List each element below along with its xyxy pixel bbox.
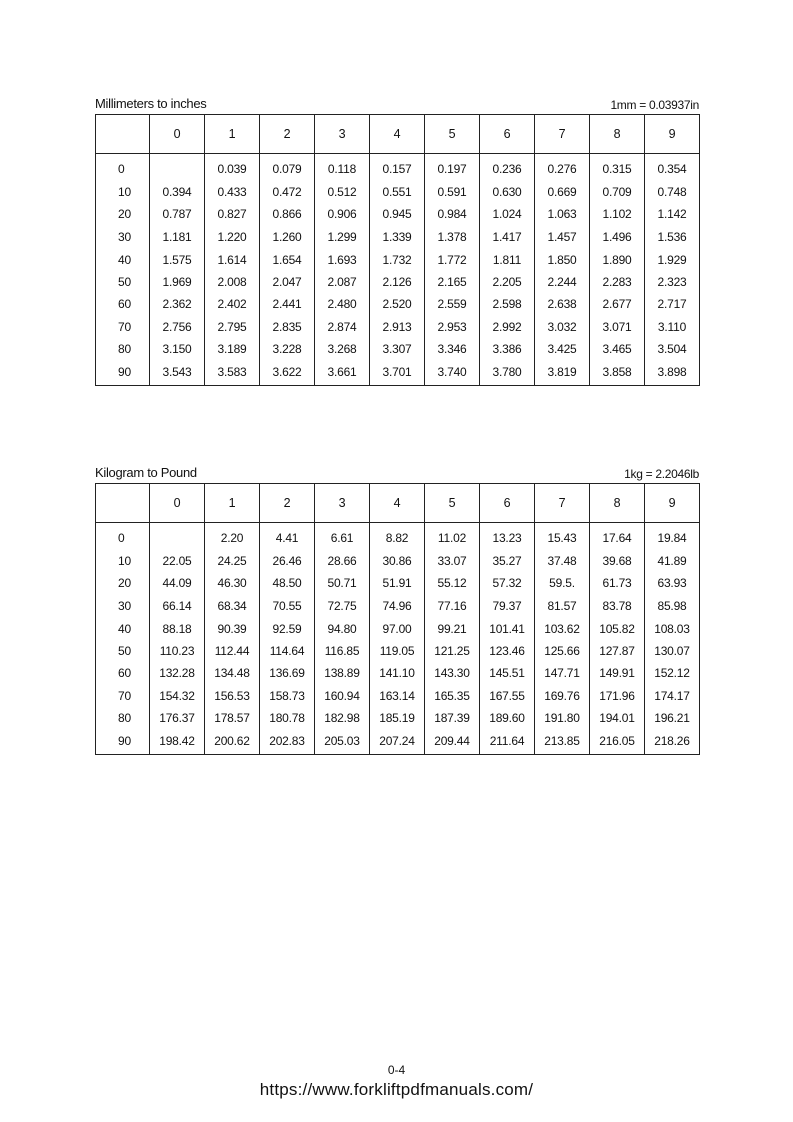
table-row <box>96 617 700 640</box>
table-cell: 156.53 <box>205 685 260 708</box>
table-cell: 3.425 <box>535 338 590 361</box>
table-cell: 171.96 <box>590 685 645 708</box>
section-title: Kilogram to Pound <box>95 465 197 480</box>
table-cell: 3.858 <box>590 361 645 386</box>
table-cell: 112.44 <box>205 640 260 662</box>
table-cell: 2.992 <box>480 316 535 339</box>
table-cell: 55.12 <box>425 572 480 595</box>
table-cell: 0.669 <box>535 181 590 204</box>
table-cell: 0.512 <box>315 181 370 204</box>
table-cell: 196.21 <box>645 707 700 730</box>
table-cell: 1.496 <box>590 226 645 249</box>
table-cell: 1.732 <box>370 248 425 271</box>
table-cell: 1.063 <box>535 203 590 226</box>
table-cell: 41.89 <box>645 550 700 573</box>
table-cell: 3.150 <box>150 338 205 361</box>
table-cell: 0.118 <box>315 154 370 181</box>
table-cell: 2.244 <box>535 271 590 293</box>
column-header: 4 <box>370 484 425 523</box>
column-header: 5 <box>425 115 480 154</box>
table-cell: 160.94 <box>315 685 370 708</box>
table-cell <box>150 523 205 550</box>
table-cell: 211.64 <box>480 730 535 755</box>
table-cell: 1.024 <box>480 203 535 226</box>
table-cell: 3.071 <box>590 316 645 339</box>
table-cell: 44.09 <box>150 572 205 595</box>
table-cell: 0.157 <box>370 154 425 181</box>
table-header-row <box>96 484 700 523</box>
row-header-cell: 60 <box>118 666 131 681</box>
column-header: 9 <box>645 484 700 523</box>
table-cell: 1.536 <box>645 226 700 249</box>
table-cell: 26.46 <box>260 550 315 573</box>
table-cell: 3.032 <box>535 316 590 339</box>
table-row <box>96 181 700 204</box>
table-cell: 209.44 <box>425 730 480 755</box>
table-row <box>96 361 700 386</box>
column-header: 6 <box>480 484 535 523</box>
table-cell: 17.64 <box>590 523 645 550</box>
table-cell: 0.551 <box>370 181 425 204</box>
table-cell: 68.34 <box>205 595 260 618</box>
table-cell: 2.165 <box>425 271 480 293</box>
table-cell: 2.087 <box>315 271 370 293</box>
table-cell: 99.21 <box>425 617 480 640</box>
section-header <box>95 92 699 114</box>
table-cell: 92.59 <box>260 617 315 640</box>
table-cell: 3.583 <box>205 361 260 386</box>
table-cell: 152.12 <box>645 662 700 685</box>
table-cell: 1.378 <box>425 226 480 249</box>
table-cell: 3.110 <box>645 316 700 339</box>
table-cell: 3.307 <box>370 338 425 361</box>
table-cell: 176.37 <box>150 707 205 730</box>
table-cell: 3.268 <box>315 338 370 361</box>
table-cell: 2.835 <box>260 316 315 339</box>
row-header-cell: 20 <box>118 207 131 222</box>
table-cell: 0.591 <box>425 181 480 204</box>
table-cell: 0.433 <box>205 181 260 204</box>
column-header: 9 <box>645 115 700 154</box>
row-header-cell: 30 <box>118 230 131 245</box>
table-cell: 200.62 <box>205 730 260 755</box>
table-cell: 0.394 <box>150 181 205 204</box>
row-header-cell: 90 <box>118 365 131 380</box>
row-header-cell: 50 <box>118 643 131 658</box>
table-row <box>96 338 700 361</box>
table-cell: 37.48 <box>535 550 590 573</box>
table-cell: 2.953 <box>425 316 480 339</box>
table-cell: 1.850 <box>535 248 590 271</box>
table-cell: 116.85 <box>315 640 370 662</box>
table-cell: 218.26 <box>645 730 700 755</box>
table-cell: 35.27 <box>480 550 535 573</box>
table-cell: 22.05 <box>150 550 205 573</box>
table-cell: 0.945 <box>370 203 425 226</box>
table-cell: 2.283 <box>590 271 645 293</box>
table-cell: 4.41 <box>260 523 315 550</box>
table-cell: 0.079 <box>260 154 315 181</box>
conversion-factor-note: 1kg = 2.2046lb <box>624 467 699 481</box>
table-cell: 3.189 <box>205 338 260 361</box>
table-cell: 0.630 <box>480 181 535 204</box>
table-cell: 3.661 <box>315 361 370 386</box>
column-header: 4 <box>370 115 425 154</box>
table-cell <box>150 154 205 181</box>
mm-to-inches-table <box>95 114 700 386</box>
table-header-row <box>96 115 700 154</box>
table-cell: 1.457 <box>535 226 590 249</box>
table-cell: 70.55 <box>260 595 315 618</box>
table-row <box>96 730 700 755</box>
column-header: 3 <box>315 115 370 154</box>
table-cell: 0.984 <box>425 203 480 226</box>
row-header-cell: 60 <box>118 297 131 312</box>
table-cell: 213.85 <box>535 730 590 755</box>
table-cell: 1.181 <box>150 226 205 249</box>
row-header-cell: 80 <box>118 342 131 357</box>
row-header-cell: 0 <box>118 531 125 546</box>
table-cell: 3.465 <box>590 338 645 361</box>
table-cell: 134.48 <box>205 662 260 685</box>
table-cell: 3.701 <box>370 361 425 386</box>
table-cell: 1.102 <box>590 203 645 226</box>
table-cell: 0.906 <box>315 203 370 226</box>
table-cell: 105.82 <box>590 617 645 640</box>
table-cell: 2.677 <box>590 293 645 316</box>
table-cell: 1.772 <box>425 248 480 271</box>
table-cell: 1.417 <box>480 226 535 249</box>
column-header: 0 <box>150 115 205 154</box>
table-cell: 216.05 <box>590 730 645 755</box>
table-cell: 136.69 <box>260 662 315 685</box>
table-cell: 1.693 <box>315 248 370 271</box>
table-cell: 143.30 <box>425 662 480 685</box>
table-cell: 1.969 <box>150 271 205 293</box>
table-cell: 165.35 <box>425 685 480 708</box>
column-header <box>96 484 150 523</box>
table-cell: 8.82 <box>370 523 425 550</box>
table-cell: 2.126 <box>370 271 425 293</box>
column-header: 7 <box>535 484 590 523</box>
table-cell: 2.520 <box>370 293 425 316</box>
table-cell: 2.913 <box>370 316 425 339</box>
table-cell: 81.57 <box>535 595 590 618</box>
row-header-cell: 20 <box>118 576 131 591</box>
table-row <box>96 226 700 249</box>
table-cell: 3.898 <box>645 361 700 386</box>
table-cell: 198.42 <box>150 730 205 755</box>
table-cell: 125.66 <box>535 640 590 662</box>
row-header-cell: 70 <box>118 319 131 334</box>
table-cell: 0.276 <box>535 154 590 181</box>
table-cell: 2.756 <box>150 316 205 339</box>
table-cell: 72.75 <box>315 595 370 618</box>
row-header-cell: 10 <box>118 184 131 199</box>
column-header: 1 <box>205 115 260 154</box>
table-cell: 207.24 <box>370 730 425 755</box>
table-cell: 2.441 <box>260 293 315 316</box>
row-header-cell: 10 <box>118 553 131 568</box>
table-cell: 1.575 <box>150 248 205 271</box>
table-cell: 2.717 <box>645 293 700 316</box>
table-cell: 0.039 <box>205 154 260 181</box>
column-header: 2 <box>260 484 315 523</box>
table-row <box>96 572 700 595</box>
table-cell: 79.37 <box>480 595 535 618</box>
conversion-factor-note: 1mm = 0.03937in <box>610 98 699 112</box>
table-cell: 205.03 <box>315 730 370 755</box>
table-cell: 119.05 <box>370 640 425 662</box>
table-cell: 3.504 <box>645 338 700 361</box>
table-cell: 15.43 <box>535 523 590 550</box>
table-cell: 108.03 <box>645 617 700 640</box>
table-cell: 61.73 <box>590 572 645 595</box>
table-cell: 6.61 <box>315 523 370 550</box>
table-cell: 130.07 <box>645 640 700 662</box>
column-header: 2 <box>260 115 315 154</box>
table-cell: 33.07 <box>425 550 480 573</box>
table-cell: 178.57 <box>205 707 260 730</box>
table-cell: 110.23 <box>150 640 205 662</box>
table-cell: 66.14 <box>150 595 205 618</box>
table-cell: 57.32 <box>480 572 535 595</box>
table-body <box>96 523 700 755</box>
table-cell: 97.00 <box>370 617 425 640</box>
table-cell: 1.260 <box>260 226 315 249</box>
table-cell: 145.51 <box>480 662 535 685</box>
table-cell: 11.02 <box>425 523 480 550</box>
table-cell: 1.142 <box>645 203 700 226</box>
table-row <box>96 595 700 618</box>
table-cell: 51.91 <box>370 572 425 595</box>
kg-to-pound-section <box>95 461 699 755</box>
table-cell: 3.346 <box>425 338 480 361</box>
row-header-cell: 80 <box>118 711 131 726</box>
table-cell: 13.23 <box>480 523 535 550</box>
table-cell: 46.30 <box>205 572 260 595</box>
table-cell: 174.17 <box>645 685 700 708</box>
table-cell: 1.654 <box>260 248 315 271</box>
row-header-cell: 70 <box>118 688 131 703</box>
table-cell: 141.10 <box>370 662 425 685</box>
table-cell: 0.197 <box>425 154 480 181</box>
table-cell: 39.68 <box>590 550 645 573</box>
table-row <box>96 316 700 339</box>
table-row <box>96 523 700 550</box>
table-cell: 1.339 <box>370 226 425 249</box>
table-cell: 2.559 <box>425 293 480 316</box>
row-header-cell: 40 <box>118 252 131 267</box>
table-cell: 2.20 <box>205 523 260 550</box>
table-cell: 0.354 <box>645 154 700 181</box>
table-cell: 74.96 <box>370 595 425 618</box>
mm-to-inches-section <box>95 92 699 386</box>
table-cell: 191.80 <box>535 707 590 730</box>
table-cell: 63.93 <box>645 572 700 595</box>
table-cell: 0.866 <box>260 203 315 226</box>
table-cell: 180.78 <box>260 707 315 730</box>
table-cell: 1.811 <box>480 248 535 271</box>
table-cell: 103.62 <box>535 617 590 640</box>
table-cell: 19.84 <box>645 523 700 550</box>
table-cell: 187.39 <box>425 707 480 730</box>
row-header-cell: 30 <box>118 599 131 614</box>
table-cell: 2.205 <box>480 271 535 293</box>
table-cell: 48.50 <box>260 572 315 595</box>
table-cell: 3.740 <box>425 361 480 386</box>
table-cell: 149.91 <box>590 662 645 685</box>
table-cell: 90.39 <box>205 617 260 640</box>
table-cell: 59.5. <box>535 572 590 595</box>
table-cell: 0.748 <box>645 181 700 204</box>
table-cell: 1.614 <box>205 248 260 271</box>
table-cell: 1.929 <box>645 248 700 271</box>
table-cell: 3.543 <box>150 361 205 386</box>
column-header: 1 <box>205 484 260 523</box>
table-row <box>96 203 700 226</box>
table-cell: 123.46 <box>480 640 535 662</box>
table-row <box>96 271 700 293</box>
table-body <box>96 154 700 386</box>
table-row <box>96 248 700 271</box>
row-header-cell: 90 <box>118 734 131 749</box>
table-cell: 2.874 <box>315 316 370 339</box>
column-header: 0 <box>150 484 205 523</box>
table-cell: 3.780 <box>480 361 535 386</box>
table-cell: 0.827 <box>205 203 260 226</box>
table-cell: 2.598 <box>480 293 535 316</box>
table-cell: 2.362 <box>150 293 205 316</box>
table-cell: 0.315 <box>590 154 645 181</box>
table-cell: 1.299 <box>315 226 370 249</box>
table-cell: 182.98 <box>315 707 370 730</box>
table-cell: 88.18 <box>150 617 205 640</box>
table-cell: 94.80 <box>315 617 370 640</box>
table-cell: 2.402 <box>205 293 260 316</box>
table-row <box>96 685 700 708</box>
table-row <box>96 550 700 573</box>
column-header: 8 <box>590 115 645 154</box>
table-cell: 2.008 <box>205 271 260 293</box>
table-cell: 189.60 <box>480 707 535 730</box>
table-cell: 0.709 <box>590 181 645 204</box>
kg-to-pound-table <box>95 483 700 755</box>
table-cell: 2.638 <box>535 293 590 316</box>
section-title: Millimeters to inches <box>95 96 207 111</box>
table-cell: 2.795 <box>205 316 260 339</box>
table-cell: 0.472 <box>260 181 315 204</box>
table-cell: 169.76 <box>535 685 590 708</box>
section-header <box>95 461 699 483</box>
table-cell: 114.64 <box>260 640 315 662</box>
table-cell: 101.41 <box>480 617 535 640</box>
table-cell: 30.86 <box>370 550 425 573</box>
table-cell: 3.228 <box>260 338 315 361</box>
table-cell: 24.25 <box>205 550 260 573</box>
column-header: 8 <box>590 484 645 523</box>
table-cell: 1.220 <box>205 226 260 249</box>
table-cell: 83.78 <box>590 595 645 618</box>
table-cell: 0.787 <box>150 203 205 226</box>
table-cell: 121.25 <box>425 640 480 662</box>
table-cell: 3.622 <box>260 361 315 386</box>
table-row <box>96 640 700 662</box>
table-cell: 50.71 <box>315 572 370 595</box>
page-number: 0-4 <box>387 1063 406 1077</box>
table-cell: 2.480 <box>315 293 370 316</box>
table-row <box>96 154 700 181</box>
table-cell: 2.047 <box>260 271 315 293</box>
table-cell: 28.66 <box>315 550 370 573</box>
column-header: 7 <box>535 115 590 154</box>
table-cell: 194.01 <box>590 707 645 730</box>
table-cell: 0.236 <box>480 154 535 181</box>
table-cell: 85.98 <box>645 595 700 618</box>
table-row <box>96 662 700 685</box>
table-cell: 167.55 <box>480 685 535 708</box>
table-cell: 147.71 <box>535 662 590 685</box>
table-cell: 202.83 <box>260 730 315 755</box>
column-header <box>96 115 150 154</box>
table-row <box>96 293 700 316</box>
row-header-cell: 50 <box>118 274 131 289</box>
table-cell: 158.73 <box>260 685 315 708</box>
table-row <box>96 707 700 730</box>
column-header: 6 <box>480 115 535 154</box>
table-cell: 154.32 <box>150 685 205 708</box>
table-cell: 185.19 <box>370 707 425 730</box>
table-cell: 77.16 <box>425 595 480 618</box>
row-header-cell: 0 <box>118 162 125 177</box>
table-cell: 3.386 <box>480 338 535 361</box>
column-header: 3 <box>315 484 370 523</box>
column-header: 5 <box>425 484 480 523</box>
table-cell: 127.87 <box>590 640 645 662</box>
footer-url: https://www.forkliftpdfmanuals.com/ <box>259 1080 534 1099</box>
table-cell: 138.89 <box>315 662 370 685</box>
table-cell: 132.28 <box>150 662 205 685</box>
table-cell: 2.323 <box>645 271 700 293</box>
table-cell: 163.14 <box>370 685 425 708</box>
row-header-cell: 40 <box>118 621 131 636</box>
table-cell: 1.890 <box>590 248 645 271</box>
table-cell: 3.819 <box>535 361 590 386</box>
